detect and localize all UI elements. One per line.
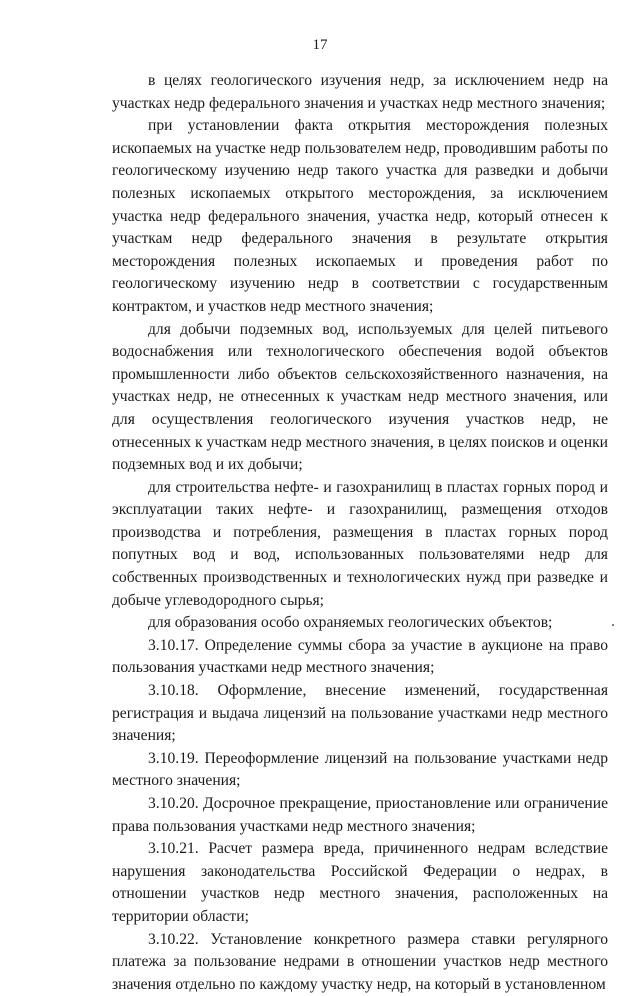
paragraph-storage-construction: для строительства нефте- и газохранилищ в пластах горных пород и эксплуатации таких нефте- и газохранилищ, размещения отходов производства и потребления, размещения в пластах горных пород попутных вод и вод, использованных пользователями недр для собственных производственных и технологических нужд при разведке и добыче углеводородного сырья; [112,478,608,609]
page-number: 17 [312,37,328,53]
paragraph-3-10-21: 3.10.21. Расчет размера вреда, причиненного недрам вследствие нарушения законодательства Российской Федерации о недрах, в отношении участков недр местного значения, расположенных на территории области; [112,840,608,925]
body-text [112,70,608,996]
paragraph-3-10-17: 3.10.17. Определение суммы сбора за участие в аукционе на право пользования участками недр местного значения; [112,636,608,677]
paragraph-groundwater: для добычи подземных вод, используемых для целей питьевого водоснабжения или технологического обеспечения водой объектов промышленности либо объектов сельскохозяйственного назначения, на участках недр, не отнесенных к участкам недр местного значения, или для осуществления геологического изучения участков недр, не отнесенных к участкам недр местного значения, в целях поисков и оценки подземных вод и их добычи; [112,320,608,474]
paragraph-3-10-18: 3.10.18. Оформление, внесение изменений, государственная регистрация и выдача лицензий на пользование участками недр местного значения; [112,682,608,745]
paragraph-deposit-discovery: при установлении факта открытия месторождения полезных ископаемых на участке недр пользователем недр, проводившим работы по геологическому изучению недр такого участка для разведки и добычи полезных ископаемых открытого месторождения, за исключением участка недр федерального значения, участка недр, который отнесен к участкам недр федерального значения в результате открытия месторождения полезных ископаемых и проведения работ по геологическому изучению недр в соответствии с государственным контрактом, и участков недр местного значения; [112,117,608,315]
paragraph-3-10-20: 3.10.20. Досрочное прекращение, приостановление или ограничение права пользования участками недр местного значения; [112,795,608,835]
scan-speck [612,624,614,626]
paragraph-3-10-19: 3.10.19. Переоформление лицензий на пользование участками недр местного значения; [112,749,608,790]
paragraph-protected-objects: для образования особо охраняемых геологических объектов; [148,614,553,632]
paragraph-geological-study: в целях геологического изучения недр, за исключением недр на участках недр федерального значения и участках недр местного значения; [112,72,608,112]
paragraph-3-10-22: 3.10.22. Установление конкретного размера ставки регулярного платежа за пользование недрами в отношении участков недр местного значения отдельно по каждому участку недр, на который в установленном [112,930,608,993]
